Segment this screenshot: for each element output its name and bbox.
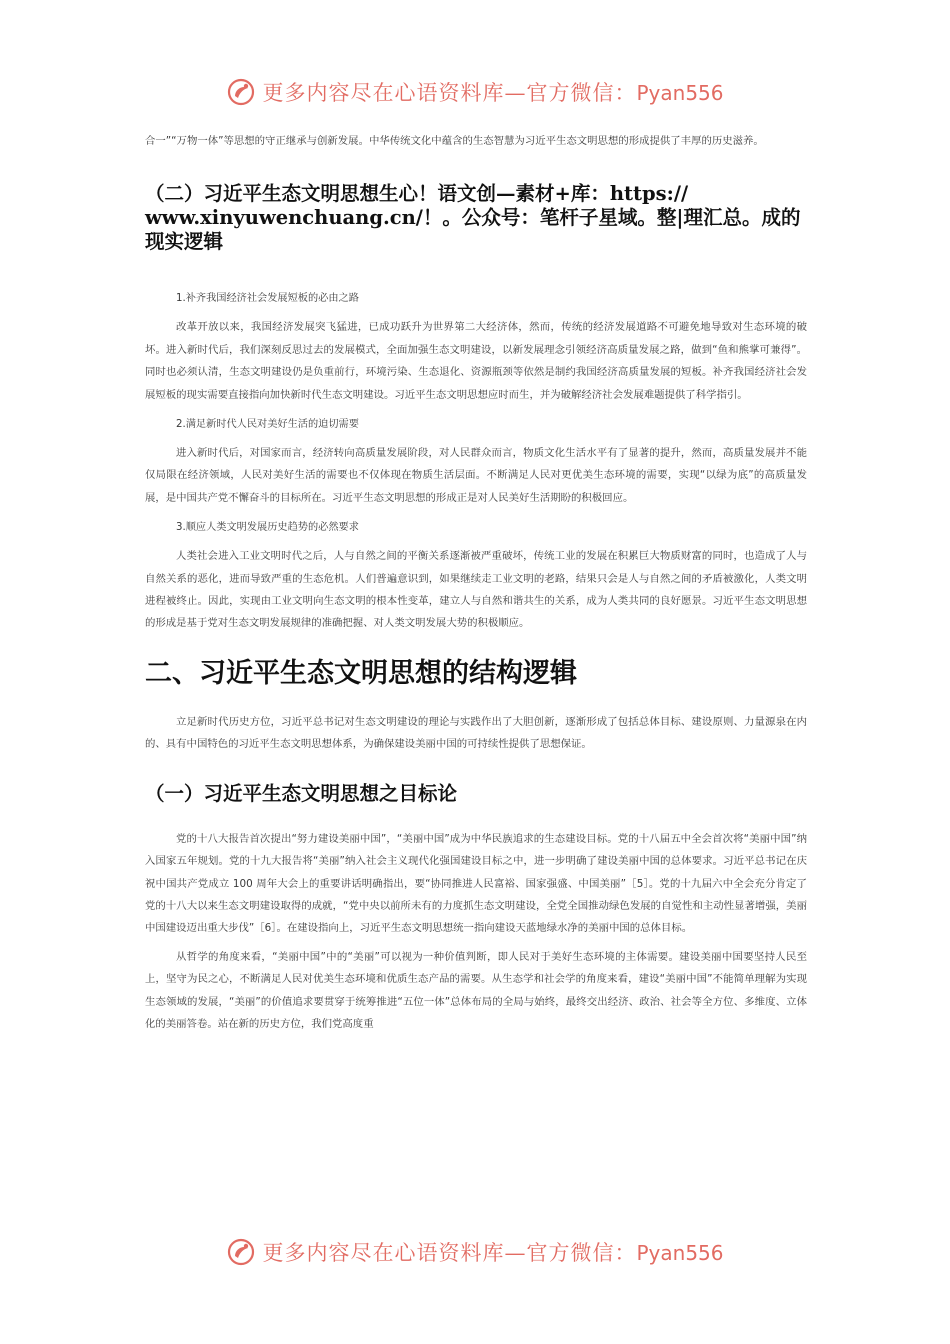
- intro-paragraph: 合一”“万物一体”等思想的守正继承与创新发展。中华传统文化中蕴含的生态智慧为习近平生态文明思想的形成提供了丰厚的历史滋养。: [145, 135, 764, 147]
- paragraph-4: 党的十八大报告首次提出“努力建设美丽中国”，“美丽中国”成为中华民族追求的生态建设目标。党的十八届五中全会首次将“美丽中国”纳入国家五年规划。党的十九大报告将“美丽”纳入社会主义现代化强国建设目标之中，进一步明确了建设美丽中国的总体要求。习近平总书记在庆祝中国共产党成立 100 周年大会上的重要讲话明确指出，要“协同推进人民富裕、国家强盛、中国美丽”［5］。党的十九届六中全会充分肯定了党的十八大以来生态文明建设取得的成就，“党中央以前所未有的力度抓生态文明建设，全党全国推动绿色发展的自觉性和主动性显著增强，美丽中国建设迈出重大步伐”［6］。在建设指向上，习近平生态文明思想统一指向建设天蓝地绿水净的美丽中国的总体目标。: [145, 832, 807, 935]
- header-banner: [0, 72, 950, 112]
- subheading-1: 1.补齐我国经济社会发展短板的必由之路: [176, 293, 359, 305]
- section-heading-2: （二）习近平生态文明思想生心！语文创—素材+库：https:// www.xinyuwenchuang.cn/！。公众号：笔杆子星域。整|理汇总。成的现实逻辑: [145, 182, 801, 254]
- subheading-2: 2.满足新时代人民对美好生活的迫切需要: [176, 419, 359, 431]
- logo-icon: [226, 1237, 256, 1267]
- footer-banner: [0, 1232, 950, 1272]
- wechat-id: Pyan556: [636, 81, 724, 105]
- paragraph-1: 改革开放以来，我国经济发展突飞猛进，已成功跃升为世界第二大经济体，然而，传统的经济发展道路不可避免地导致对生态环境的破坏。进入新时代后，我们深刻反思过去的发展模式，全面加强生态文明建设，以新发展理念引领经济高质量发展之路，做到“鱼和熊掌可兼得”。同时也必须认清，生态文明建设仍是负重前行，环境污染、生态退化、资源瓶颈等依然是制约我国经济高质量发展的短板。补齐我国经济社会发展短板的现实需要直接指向加快新时代生态文明建设。习近平生态文明思想应时而生，并为破解经济社会发展难题提供了科学指引。: [145, 321, 807, 401]
- paragraph-2: 进入新时代后，对国家而言，经济转向高质量发展阶段，对人民群众而言，物质文化生活水平有了显著的提升，然而，高质量发展并不能仅局限在经济领域，人民对美好生活的需要也不仅体现在物质生活层面。不断满足人民对更优美生态环境的需要，实现“以绿为底”的高质量发展，是中国共产党不懈奋斗的目标所在。习近平生态文明思想的形成正是对人民美好生活期盼的积极回应。: [145, 447, 807, 504]
- section-intro: 立足新时代历史方位，习近平总书记对生态文明建设的理论与实践作出了大胆创新，逐渐形成了包括总体目标、建设原则、力量源泉在内的、具有中国特色的习近平生态文明思想体系，为确保建设美丽中国的可持续性提供了思想保证。: [145, 715, 807, 751]
- subsection-heading: （一）习近平生态文明思想之目标论: [145, 781, 458, 805]
- banner-text: 更多内容尽在心语资料库—官方微信：Pyan556: [262, 81, 724, 105]
- banner-text: 更多内容尽在心语资料库—官方微信：Pyan556: [262, 1241, 724, 1265]
- logo-icon: [226, 77, 256, 107]
- subheading-3: 3.顺应人类文明发展历史趋势的必然要求: [176, 522, 359, 534]
- document-body: [145, 130, 807, 1035]
- section-title: 二、习近平生态文明思想的结构逻辑: [145, 657, 577, 689]
- paragraph-3: 人类社会进入工业文明时代之后，人与自然之间的平衡关系逐渐被严重破坏，传统工业的发展在积累巨大物质财富的同时，也造成了人与自然关系的恶化，进而导致严重的生态危机。人们普遍意识到，如果继续走工业文明的老路，结果只会是人与自然之间的矛盾被激化，人类文明进程被终止。因此，实现由工业文明向生态文明的根本性变革，建立人与自然和谐共生的关系，成为人类共同的良好愿景。习近平生态文明思想的形成是基于党对生态文明发展规律的准确把握、对人类文明发展大势的积极顺应。: [145, 550, 807, 630]
- paragraph-5: 从哲学的角度来看，“美丽中国”中的“美丽”可以视为一种价值判断，即人民对于美好生态环境的主体需要。建设美丽中国要坚持人民至上，坚守为民之心，不断满足人民对优美生态环境和优质生态产品的需要。从生态学和社会学的角度来看，建设“美丽中国”不能简单理解为实现生态领域的发展，“美丽”的价值追求要贯穿于统筹推进“五位一体”总体布局的全局与始终，最终交出经济、政治、社会等全方位、多维度、立体化的美丽答卷。站在新的历史方位，我们党高度重: [145, 950, 807, 1030]
- wechat-id: Pyan556: [636, 1241, 724, 1265]
